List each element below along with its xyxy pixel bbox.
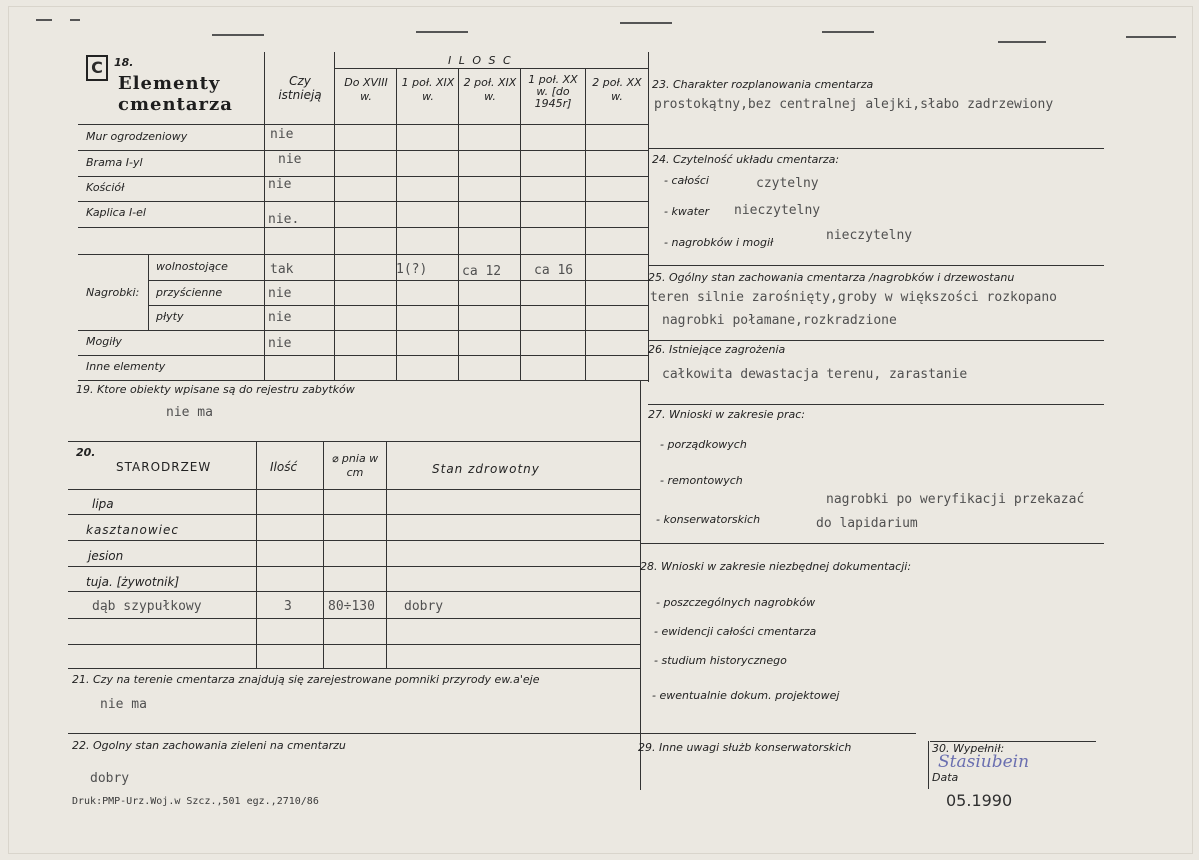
row-label: Kościół [86, 181, 125, 194]
title-line-2: cmentarza [118, 94, 233, 115]
q23-value: prostokątny,bez centralnej alejki,słabo zadrzewiony [654, 97, 1054, 112]
col-header-period-5: 2 poł. XX w. [592, 76, 642, 103]
row-value-period-2: 1(?) [396, 262, 428, 277]
binder-mark [1126, 36, 1176, 38]
tree-name: jesion [88, 549, 124, 563]
q25-label: 25. Ogólny stan zachowania cmentarza /nagrobków i drzewostanu [648, 271, 1015, 284]
section-letter-box: C [86, 55, 108, 81]
row-label: Mogiły [86, 335, 122, 348]
row-czy-value: nie. [268, 212, 300, 227]
section-number: 18. [114, 56, 134, 69]
q26-label: 26. Istniejące zagrożenia [648, 343, 786, 356]
print-info: Druk:PMP-Urz.Woj.w Szcz.,501 egz.,2710/86 [72, 796, 319, 807]
signature: Stasiubein [938, 752, 1030, 772]
q24-item-label: - kwater [664, 205, 710, 218]
tree-stan: dobry [404, 599, 444, 614]
q21-label: 21. Czy na terenie cmentarza znajdują się zarejestrowane pomniki przyrody ew.a'eje [72, 673, 540, 686]
q28-item: - ewentualnie dokum. projektowej [652, 689, 840, 702]
row-label: Kaplica I-el [86, 206, 146, 219]
col-header-period-3: 2 poł. XIX w. [463, 76, 517, 103]
row-czy-value: tak [270, 262, 294, 277]
q19-value: nie ma [166, 405, 213, 420]
tree-name: lipa [92, 497, 114, 511]
row-czy-value: nie [268, 177, 292, 192]
q22-value: dobry [90, 771, 130, 786]
q27-value-1: nagrobki po weryfikacji przekazać [826, 492, 1085, 507]
row-czy-value: nie [268, 336, 292, 351]
row-czy-value: nie [278, 152, 302, 167]
ilosc-header: I L O S C [448, 54, 513, 67]
q30-label: 30. Wypełnił: [932, 742, 1005, 755]
row-value-period-4: ca 16 [534, 263, 574, 278]
q20-col-stan: Stan zdrowotny [432, 462, 540, 476]
q27-item: - remontowych [660, 474, 743, 487]
q22-label: 22. Ogolny stan zachowania zieleni na cmentarzu [72, 739, 346, 752]
row-label: wolnostojące [156, 260, 228, 273]
date-value: 05.1990 [946, 791, 1013, 810]
q27-value-2: do lapidarium [816, 516, 918, 531]
col-header-period-4: 1 poł. XX w. [do 1945r] [528, 73, 578, 110]
q29-label: 29. Inne uwagi służb konserwatorskich [638, 741, 852, 754]
q20-col-ilosc: Ilość [270, 460, 298, 474]
q28-item: - studium historycznego [654, 654, 787, 667]
tree-name: tuja. [żywotnik] [86, 575, 180, 589]
binder-mark [212, 34, 264, 36]
binder-mark [998, 41, 1046, 43]
row-label: Brama I-yl [86, 156, 143, 169]
tree-name: dąb szypułkowy [92, 599, 202, 614]
q28-item: - ewidencji całości cmentarza [654, 625, 817, 638]
row-czy-value: nie [268, 286, 292, 301]
nagrobki-label: Nagrobki: [86, 286, 140, 299]
q19-label: 19. Ktore obiekty wpisane są do rejestru zabytków [76, 383, 355, 396]
tree-name: kasztanowiec [86, 523, 179, 537]
tree-ilosc: 3 [284, 599, 292, 614]
row-label: przyścienne [156, 286, 223, 299]
binder-mark [620, 22, 672, 24]
binder-mark [70, 19, 80, 21]
row-label: płyty [156, 310, 184, 323]
q25-value-2: nagrobki połamane,rozkradzione [662, 313, 897, 328]
q28-label: 28. Wnioski w zakresie niezbędnej dokumentacji: [640, 560, 912, 573]
row-label: Mur ogrodzeniowy [86, 130, 188, 143]
q24-label: 24. Czytelność układu cmentarza: [652, 153, 840, 166]
q24-item-label: - nagrobków i mogił [664, 236, 774, 249]
row-value-period-3: ca 12 [462, 264, 502, 279]
q20-title: STARODRZEW [116, 460, 212, 474]
row-czy-value: nie [268, 310, 292, 325]
binder-mark [822, 31, 874, 33]
q21-value: nie ma [100, 697, 147, 712]
q30-date-label: Data [932, 771, 959, 784]
col-header-czy: Czy istnieją [278, 74, 322, 102]
q20-number: 20. [76, 446, 96, 459]
q24-item-value: nieczytelny [734, 203, 821, 218]
q26-value: całkowita dewastacja terenu, zarastanie [662, 367, 968, 382]
title-line-1: Elementy [118, 73, 221, 94]
q24-item-value: czytelny [756, 176, 819, 191]
q24-item-value: nieczytelny [826, 228, 913, 243]
col-header-period-1: Do XVIII w. [344, 76, 388, 103]
q24-item-label: - całości [664, 174, 709, 187]
row-label: Inne elementy [86, 360, 166, 373]
col-header-period-2: 1 poł. XIX w. [401, 76, 455, 103]
q27-item: - porządkowych [660, 438, 747, 451]
binder-mark [36, 19, 52, 21]
q28-item: - poszczególnych nagrobków [656, 596, 816, 609]
section-title [118, 73, 233, 115]
q27-item: - konserwatorskich [656, 513, 761, 526]
q20-col-pnia: ⌀ pnia w cm [331, 452, 379, 479]
tree-pnia: 80÷130 [328, 599, 375, 614]
q27-label: 27. Wnioski w zakresie prac: [648, 408, 805, 421]
q23-label: 23. Charakter rozplanowania cmentarza [652, 78, 874, 91]
row-czy-value: nie [270, 127, 294, 142]
binder-mark [416, 31, 468, 33]
q25-value-1: teren silnie zarośnięty,groby w większości rozkopano [650, 290, 1057, 305]
